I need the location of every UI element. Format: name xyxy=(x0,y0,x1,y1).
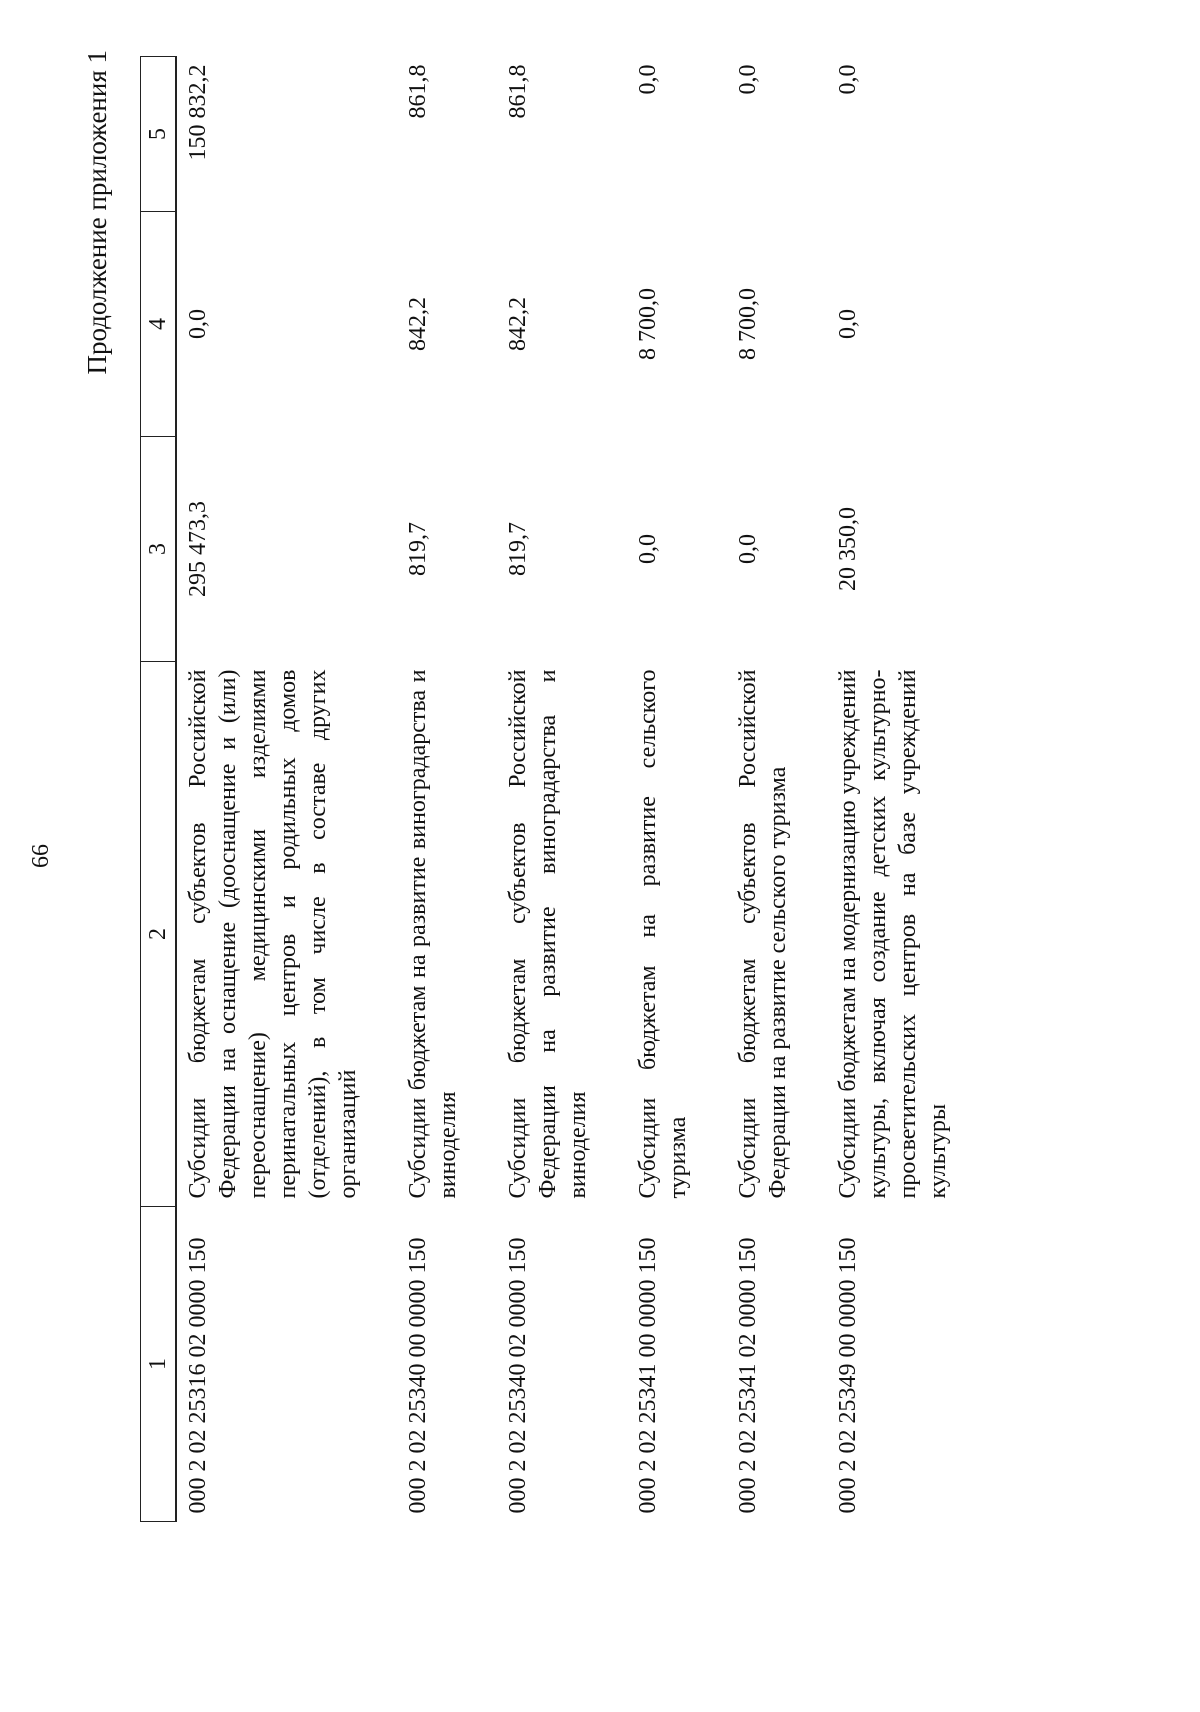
table-row xyxy=(176,57,397,1522)
row-description: Субсидии бюджетам субъектов Российской Федерации на развитие сельского туризма xyxy=(735,669,791,1199)
row-value-col5: 861,8 xyxy=(505,64,531,119)
row-value-col3: 819,7 xyxy=(405,522,431,576)
column-header-4: 4 xyxy=(141,212,177,437)
row-value-col3: 0,0 xyxy=(635,534,661,564)
row-code: 000 2 02 25341 02 0000 150 xyxy=(735,1237,761,1514)
row-value-col3: 819,7 xyxy=(505,522,531,576)
continuation-label: Продолжение приложения 1 xyxy=(82,50,112,375)
row-value-col4: 8 700,0 xyxy=(735,288,761,360)
row-description: Субсидии бюджетам на развитие сельского туризма xyxy=(635,669,691,1199)
row-value-col4: 0,0 xyxy=(185,309,211,339)
column-header-3: 3 xyxy=(141,437,177,662)
row-value-col3: 20 350,0 xyxy=(835,507,861,591)
page-number: 66 xyxy=(28,844,54,868)
row-description: Субсидии бюджетам на развитие виноградарства и виноделия xyxy=(405,669,461,1199)
table-row xyxy=(397,57,497,1522)
table-row xyxy=(627,57,727,1522)
row-value-col4: 0,0 xyxy=(835,309,861,339)
row-description: Субсидии бюджетам субъектов Российской Федерации на развитие виноградарства и виноделия xyxy=(505,669,591,1199)
row-code: 000 2 02 25340 00 0000 150 xyxy=(405,1237,431,1514)
table-row xyxy=(727,57,827,1522)
column-header-5: 5 xyxy=(141,57,177,212)
row-value-col4: 842,2 xyxy=(505,297,531,351)
budget-table xyxy=(140,56,987,1522)
row-value-col3: 0,0 xyxy=(735,534,761,564)
row-value-col5: 861,8 xyxy=(405,64,431,119)
row-description: Субсидии бюджетам на модернизацию учреждений культуры, включая создание детских культурно-просветительских центров на базе учреждений культуры xyxy=(835,669,951,1199)
row-value-col5: 0,0 xyxy=(835,64,861,95)
table-row xyxy=(827,57,987,1522)
row-value-col5: 0,0 xyxy=(635,64,661,95)
row-code: 000 2 02 25340 02 0000 150 xyxy=(505,1237,531,1514)
row-value-col5: 0,0 xyxy=(735,64,761,95)
row-value-col5: 150 832,2 xyxy=(185,64,211,161)
table-row xyxy=(497,57,627,1522)
row-description: Субсидии бюджетам субъектов Российской Федерации на оснащение (дооснащение и (или) переоснащение) медицинскими изделиями перинатальных центров и родильных домов (отделений), в том числе в составе других организаций xyxy=(185,669,361,1199)
column-header-1: 1 xyxy=(141,1207,177,1522)
header-row xyxy=(141,57,177,1522)
row-value-col3: 295 473,3 xyxy=(185,501,211,597)
column-header-2: 2 xyxy=(141,662,177,1207)
row-code: 000 2 02 25349 00 0000 150 xyxy=(835,1237,861,1514)
row-value-col4: 842,2 xyxy=(405,297,431,351)
row-value-col4: 8 700,0 xyxy=(635,288,661,360)
row-code: 000 2 02 25316 02 0000 150 xyxy=(185,1237,211,1514)
row-code: 000 2 02 25341 00 0000 150 xyxy=(635,1237,661,1514)
